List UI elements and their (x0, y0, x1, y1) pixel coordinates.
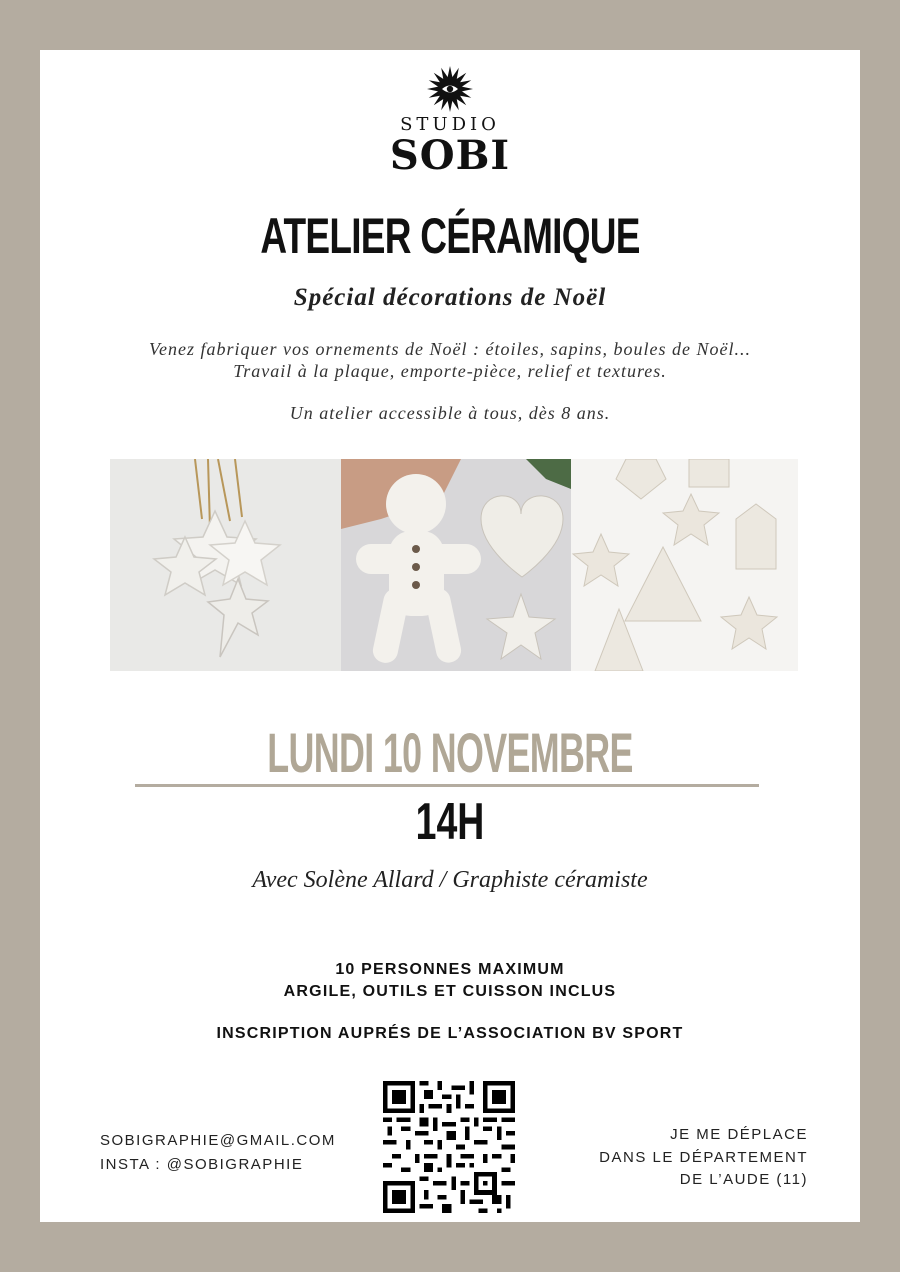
description-line-2: Travail à la plaque, emporte-pièce, relief et textures. (233, 361, 667, 381)
qr-code-icon[interactable] (383, 1081, 515, 1213)
travel-line-2: DANS LE DÉPARTEMENT (599, 1148, 808, 1166)
logo-sobi-text: SOBI (389, 132, 511, 179)
accessibility-note: Un atelier accessible à tous, dès 8 ans. (289, 403, 611, 423)
logo-studio-text: STUDIO (400, 114, 500, 135)
studio-logo (40, 64, 860, 179)
travel-line-3: DE L’AUDE (11) (679, 1171, 808, 1188)
event-host: Avec Solène Allard / Graphiste céramiste (252, 867, 648, 893)
sun-eye-icon (425, 64, 475, 114)
capacity-info: 10 PERSONNES MAXIMUM (335, 961, 565, 978)
event-subtitle: Spécial décorations de Noël (293, 284, 607, 311)
photo-star-ornaments (110, 459, 341, 671)
event-date: LUNDI 10 NOVEMBRE (267, 721, 633, 784)
travel-block (599, 1124, 808, 1192)
registration-info: INSCRIPTION AUPRÉS DE L’ASSOCIATION BV SPORT (216, 1025, 684, 1042)
contact-instagram[interactable]: INSTA : @SOBIGRAPHIE (100, 1156, 304, 1173)
contact-email[interactable]: SOBIGRAPHIE@GMAIL.COM (100, 1132, 336, 1149)
event-title: ATELIER CÉRAMIQUE (260, 208, 640, 264)
description-line-1: Venez fabriquer vos ornements de Noël : étoiles, sapins, boules de Noël... (149, 339, 751, 359)
event-time: 14H (415, 793, 485, 851)
poster-sheet (40, 50, 860, 1222)
photo-gingerbread-ornaments (341, 459, 571, 671)
ornament-photos (110, 459, 798, 671)
travel-line-1: JE ME DÉPLACE (670, 1126, 808, 1143)
contact-block (100, 1129, 336, 1177)
date-divider (135, 784, 759, 787)
included-info: ARGILE, OUTILS ET CUISSON INCLUS (283, 983, 617, 1000)
photo-tree-house-ornaments (571, 459, 798, 671)
